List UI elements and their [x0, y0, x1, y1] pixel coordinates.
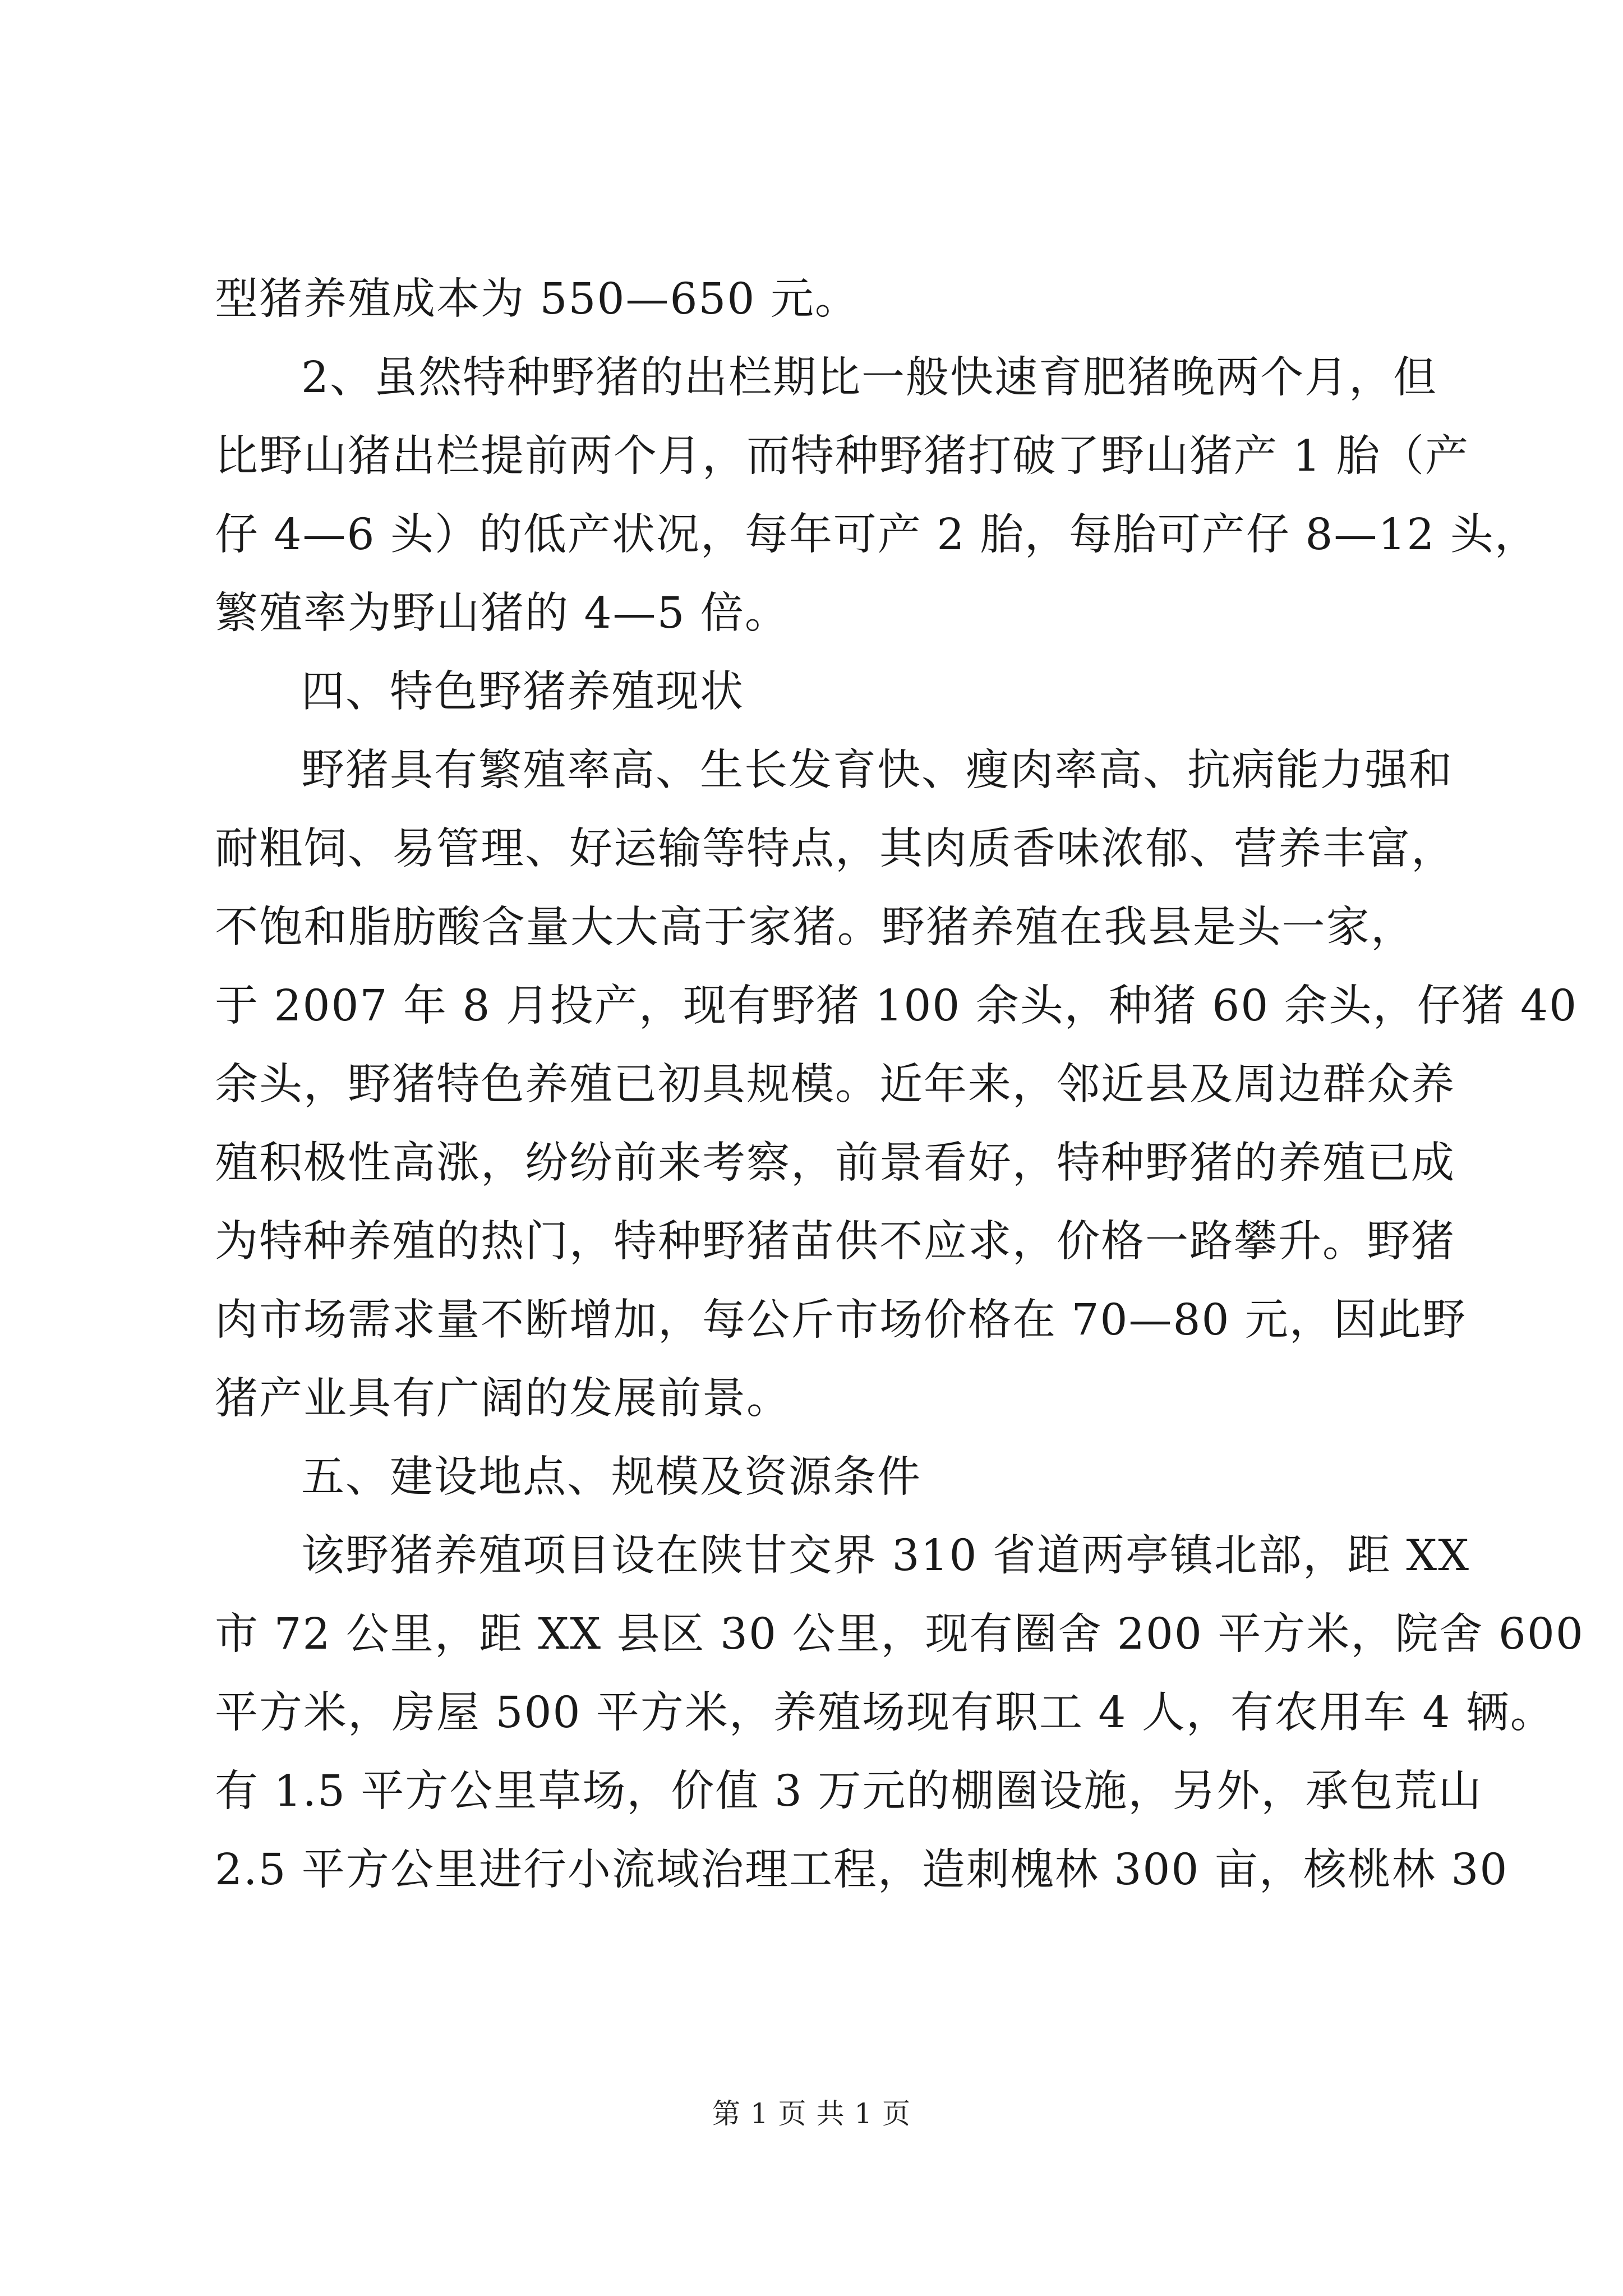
text-line: 型猪养殖成本为 550—650 元。	[215, 274, 859, 324]
document-body	[215, 260, 1584, 1910]
text-line: 肉市场需求量不断增加，每公斤市场价格在 70—80 元，因此野	[215, 1295, 1467, 1345]
text-line: 市 72 公里，距 XX 县区 30 公里，现有圈舍 200 平方米，院舍 600	[215, 1609, 1584, 1659]
paragraph-start-line: 该野猪养殖项目设在陕甘交界 310 省道两亭镇北部，距 XX	[301, 1531, 1470, 1581]
text-line: 繁殖率为野山猪的 4—5 倍。	[215, 588, 789, 638]
paragraph-start-line: 野猪具有繁殖率高、生长发育快、瘦肉率高、抗病能力强和	[301, 746, 1453, 795]
section-heading: 四、特色野猪养殖现状	[301, 667, 744, 717]
text-line: 2.5 平方公里进行小流域治理工程，造刺槐林 300 亩，核桃林 30	[215, 1845, 1509, 1895]
text-line: 于 2007 年 8 月投产，现有野猪 100 余头，种猪 60 余头，仔猪 40	[215, 981, 1578, 1031]
text-line: 为特种养殖的热门，特种野猪苗供不应求，价格一路攀升。野猪	[215, 1217, 1455, 1267]
text-line: 有 1.5 平方公里草场，价值 3 万元的棚圈设施，另外，承包荒山	[215, 1766, 1483, 1816]
paragraph-start-line: 2、虽然特种野猪的出栏期比一般快速育肥猪晚两个月，但	[301, 353, 1437, 403]
text-line: 平方米，房屋 500 平方米，养殖场现有职工 4 人，有农用车 4 辆。	[215, 1688, 1555, 1738]
text-line: 不饱和脂肪酸含量大大高于家猪。野猪养殖在我县是头一家，	[215, 903, 1415, 953]
text-line: 余头，野猪特色养殖已初具规模。近年来，邻近县及周边群众养	[215, 1060, 1455, 1110]
text-line: 殖积极性高涨，纷纷前来考察，前景看好，特种野猪的养殖已成	[215, 1138, 1455, 1188]
page-footer: 第 1 页 共 1 页	[712, 2097, 911, 2130]
text-line: 耐粗饲、易管理、好运输等特点，其肉质香味浓郁、营养丰富，	[215, 824, 1455, 874]
text-line: 比野山猪出栏提前两个月，而特种野猪打破了野山猪产 1 胎（产	[215, 431, 1469, 481]
section-heading: 五、建设地点、规模及资源条件	[301, 1452, 921, 1502]
text-line: 仔 4—6 头）的低产状况，每年可产 2 胎，每胎可产仔 8—12 头，	[215, 510, 1539, 560]
text-line: 猪产业具有广阔的发展前景。	[215, 1374, 791, 1424]
